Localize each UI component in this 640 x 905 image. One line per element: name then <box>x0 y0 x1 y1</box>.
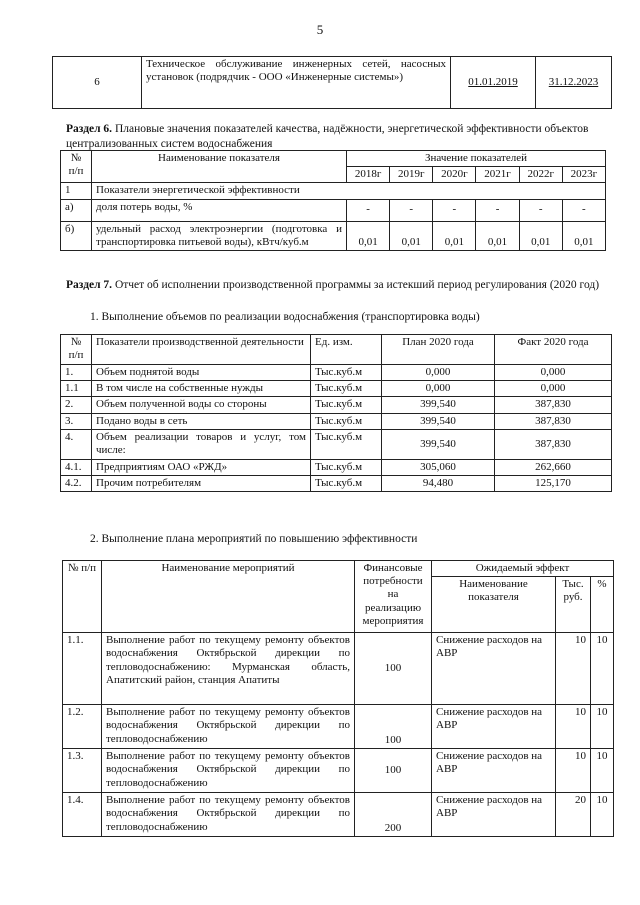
subheading-1: 1. Выполнение объемов по реализации водоснабжения (транспортировка воды) <box>90 311 480 323</box>
col-finance-header: Финансовые потребности на реализацию мероприятия <box>355 561 432 633</box>
row-name: доля потерь воды, % <box>92 199 347 221</box>
row-name: Выполнение работ по текущему ремонту объектов водоснабжения Октябрьской дирекции по тепловодоснабжению: Мурманская область, Апатитский район, станция Апатиты <box>102 633 355 705</box>
row-number: 1.4. <box>63 793 102 837</box>
row-name: Подано воды в сеть <box>92 413 311 429</box>
table-row <box>61 183 606 199</box>
table-row <box>63 633 614 705</box>
row-thous: 10 <box>556 749 591 793</box>
table-row <box>61 459 612 475</box>
row-pct: 10 <box>591 793 614 837</box>
col-name-header: Наименование показателя <box>92 151 347 183</box>
value-cell: 0,01 <box>562 221 605 250</box>
value-cell: - <box>347 199 390 221</box>
row-number: а) <box>61 199 92 221</box>
table-row <box>63 749 614 793</box>
col-values-header: Значение показателей <box>347 151 606 167</box>
row-indicator: Снижение расходов на АВР <box>432 749 556 793</box>
table-row <box>61 381 612 397</box>
row-number: б) <box>61 221 92 250</box>
col-unit-header: Ед. изм. <box>311 335 382 365</box>
col-effect-header: Ожидаемый эффект <box>432 561 614 577</box>
row-number: 6 <box>53 57 142 109</box>
row-name: удельный расход электроэнергии (подготовка и транспортировка питьевой воды), кВтч/куб.м <box>92 221 347 250</box>
value-cell: 0,01 <box>347 221 390 250</box>
row-plan: 0,000 <box>382 365 495 381</box>
row-name: Прочим потребителям <box>92 475 311 491</box>
table-row <box>61 397 612 413</box>
row-number: 4.2. <box>61 475 92 491</box>
row-name: Объем поднятой воды <box>92 365 311 381</box>
section6-title: Плановые значения показателей качества, надёжности, энергетической эффективности объектов централизованных систем водоснабжения <box>66 123 589 150</box>
value-cell: 0,01 <box>476 221 519 250</box>
col-plan-header: План 2020 года <box>382 335 495 365</box>
row-fact: 262,660 <box>495 459 612 475</box>
table-row <box>63 793 614 837</box>
row-thous: 10 <box>556 705 591 749</box>
year-cell: 2022г <box>519 167 562 183</box>
row-name: В том числе на собственные нужды <box>92 381 311 397</box>
value-cell: - <box>519 199 562 221</box>
year-cell: 2019г <box>390 167 433 183</box>
row-number: 4. <box>61 429 92 459</box>
start-date: 01.01.2019 <box>451 57 536 109</box>
row-fact: 387,830 <box>495 397 612 413</box>
row-pct: 10 <box>591 705 614 749</box>
col-num-header: № п/п <box>61 335 92 365</box>
row-number: 1.3. <box>63 749 102 793</box>
row-fact: 0,000 <box>495 381 612 397</box>
col-name-header: Наименование мероприятий <box>102 561 355 633</box>
row-description: Техническое обслуживание инженерных сетей, насосных установок (подрядчик - ООО «Инженерные системы») <box>142 57 451 109</box>
top-row-table <box>52 56 612 109</box>
row-name: Выполнение работ по текущему ремонту объектов водоснабжения Октябрьской дирекции по тепловодоснабжению <box>102 749 355 793</box>
row-fact: 0,000 <box>495 365 612 381</box>
col-indicator-header: Наименование показателя <box>432 577 556 633</box>
year-cell: 2023г <box>562 167 605 183</box>
group-num: 1 <box>61 183 92 199</box>
table-row <box>61 429 612 459</box>
table-row <box>61 199 606 221</box>
section7-heading <box>66 278 606 293</box>
row-unit: Тыс.куб.м <box>311 475 382 491</box>
col-name-header: Показатели производственной деятельности <box>92 335 311 365</box>
col-fact-header: Факт 2020 года <box>495 335 612 365</box>
row-name: Выполнение работ по текущему ремонту объектов водоснабжения Октябрьской дирекции по тепловодоснабжению <box>102 793 355 837</box>
row-pct: 10 <box>591 749 614 793</box>
value-cell: 0,01 <box>390 221 433 250</box>
row-finance: 100 <box>355 705 432 749</box>
value-cell: - <box>476 199 519 221</box>
table-row <box>53 57 612 109</box>
row-plan: 94,480 <box>382 475 495 491</box>
row-plan: 305,060 <box>382 459 495 475</box>
row-number: 4.1. <box>61 459 92 475</box>
page-number: 5 <box>316 22 324 37</box>
row-indicator: Снижение расходов на АВР <box>432 705 556 749</box>
row-plan: 0,000 <box>382 381 495 397</box>
row-indicator: Снижение расходов на АВР <box>432 633 556 705</box>
section6-heading <box>66 122 606 152</box>
table-header-row <box>63 561 614 577</box>
value-cell: - <box>433 199 476 221</box>
value-cell: 0,01 <box>433 221 476 250</box>
row-unit: Тыс.куб.м <box>311 381 382 397</box>
row-plan: 399,540 <box>382 413 495 429</box>
row-thous: 20 <box>556 793 591 837</box>
section7-label: Раздел 7. <box>66 279 113 291</box>
year-cell: 2021г <box>476 167 519 183</box>
row-finance: 200 <box>355 793 432 837</box>
row-number: 1. <box>61 365 92 381</box>
row-plan: 399,540 <box>382 397 495 413</box>
row-unit: Тыс.куб.м <box>311 459 382 475</box>
table-header-row <box>61 151 606 167</box>
value-cell: - <box>562 199 605 221</box>
section7-title: Отчет об исполнении производственной программы за истекший период регулирования (2020 год) <box>114 279 600 291</box>
col-pct-header: % <box>591 577 614 633</box>
row-unit: Тыс.куб.м <box>311 413 382 429</box>
row-number: 2. <box>61 397 92 413</box>
measures-table <box>62 560 614 837</box>
end-date: 31.12.2023 <box>536 57 612 109</box>
row-indicator: Снижение расходов на АВР <box>432 793 556 837</box>
row-plan: 399,540 <box>382 429 495 459</box>
row-thous: 10 <box>556 633 591 705</box>
value-cell: 0,01 <box>519 221 562 250</box>
group-title: Показатели энергетической эффективности <box>92 183 606 199</box>
table-row <box>61 221 606 250</box>
col-num-header: № п/п <box>61 151 92 183</box>
row-fact: 125,170 <box>495 475 612 491</box>
row-finance: 100 <box>355 749 432 793</box>
section6-label: Раздел 6. <box>66 123 113 135</box>
year-cell: 2020г <box>433 167 476 183</box>
row-unit: Тыс.куб.м <box>311 397 382 413</box>
section6-table <box>60 150 606 251</box>
col-thous-header: Тыс. руб. <box>556 577 591 633</box>
row-name: Объем полученной воды со стороны <box>92 397 311 413</box>
subheading-2: 2. Выполнение плана мероприятий по повышению эффективности <box>90 533 418 545</box>
year-cell: 2018г <box>347 167 390 183</box>
row-name: Выполнение работ по текущему ремонту объектов водоснабжения Октябрьской дирекции по тепловодоснабжению <box>102 705 355 749</box>
col-num-header: № п/п <box>63 561 102 633</box>
row-unit: Тыс.куб.м <box>311 365 382 381</box>
table-row <box>63 705 614 749</box>
table-header-row <box>61 335 612 365</box>
row-number: 1.1. <box>63 633 102 705</box>
value-cell: - <box>390 199 433 221</box>
row-number: 1.2. <box>63 705 102 749</box>
row-number: 3. <box>61 413 92 429</box>
table-row <box>61 475 612 491</box>
row-name: Объем реализации товаров и услуг, том числе: <box>92 429 311 459</box>
row-pct: 10 <box>591 633 614 705</box>
row-number: 1.1 <box>61 381 92 397</box>
table-row <box>61 365 612 381</box>
row-name: Предприятиям ОАО «РЖД» <box>92 459 311 475</box>
row-unit: Тыс.куб.м <box>311 429 382 459</box>
volumes-table <box>60 334 612 492</box>
row-fact: 387,830 <box>495 413 612 429</box>
row-fact: 387,830 <box>495 429 612 459</box>
row-finance: 100 <box>355 633 432 705</box>
table-row <box>61 413 612 429</box>
